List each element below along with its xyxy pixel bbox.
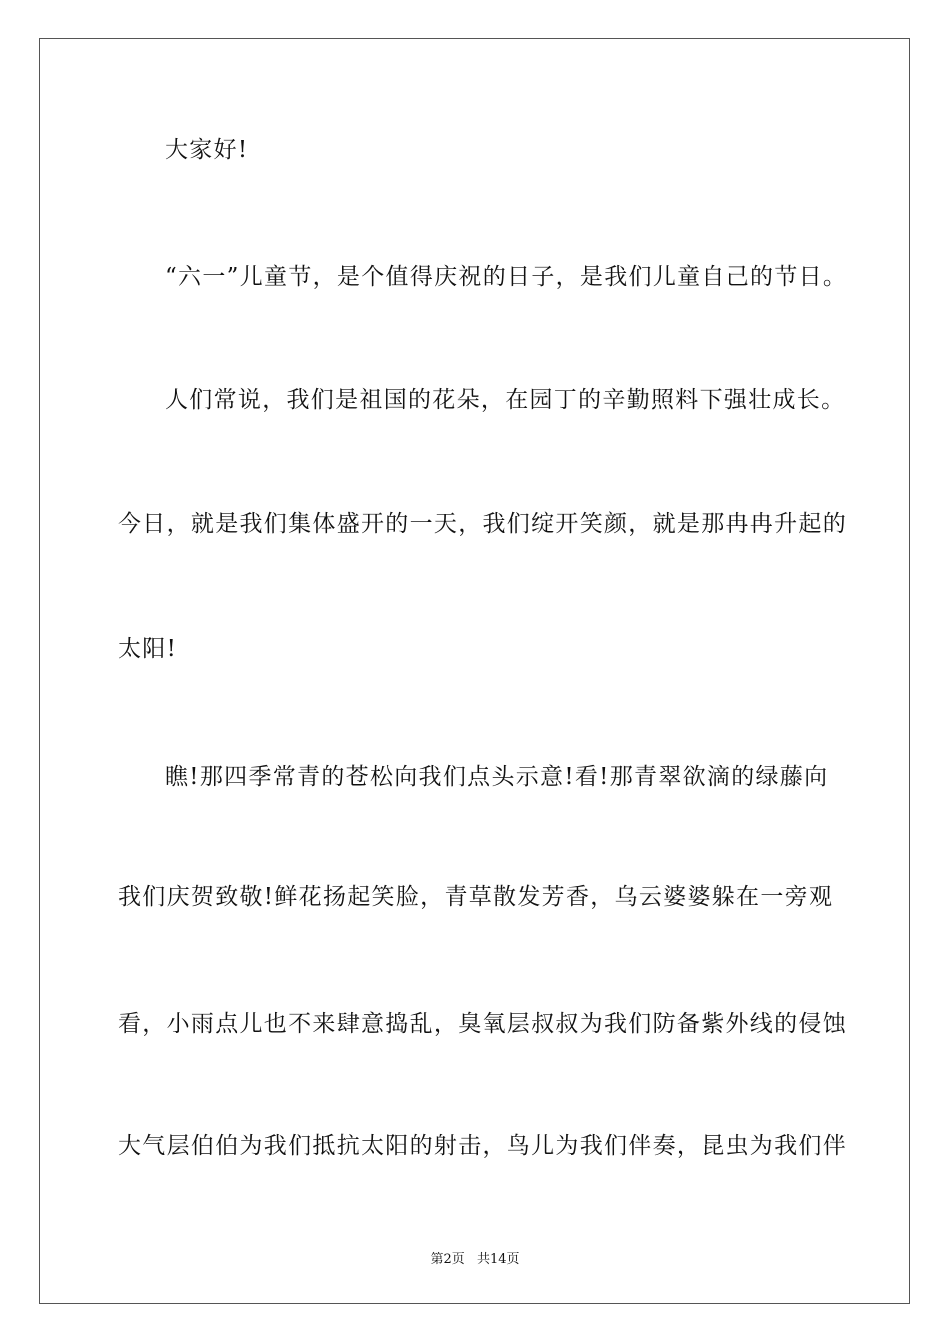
text-line-4: 太阳! xyxy=(118,636,178,662)
text-line-1: “六一”儿童节，是个值得庆祝的日子，是我们儿童自己的节日。 xyxy=(165,264,848,290)
text-line-greeting: 大家好! xyxy=(165,137,249,163)
text-line-2: 人们常说，我们是祖国的花朵，在园丁的辛勤照料下强壮成长。 xyxy=(165,387,846,413)
page-footer xyxy=(0,1248,950,1267)
page-number: 第2页 xyxy=(430,1252,465,1267)
text-line-7: 看，小雨点儿也不来肆意捣乱，臭氧层叔叔为我们防备紫外线的侵蚀 xyxy=(118,1011,847,1037)
page-border xyxy=(39,38,910,1304)
text-line-6: 我们庆贺致敬!鲜花扬起笑脸，青草散发芳香，乌云婆婆躲在一旁观 xyxy=(118,884,834,910)
text-line-8: 大气层伯伯为我们抵抗太阳的射击，鸟儿为我们伴奏，昆虫为我们伴 xyxy=(118,1133,847,1159)
total-pages: 共14页 xyxy=(476,1252,520,1267)
text-line-3: 今日，就是我们集体盛开的一天，我们绽开笑颜，就是那冉冉升起的 xyxy=(118,511,847,537)
text-line-5: 瞧!那四季常青的苍松向我们点头示意!看!那青翠欲滴的绿藤向 xyxy=(165,764,829,790)
